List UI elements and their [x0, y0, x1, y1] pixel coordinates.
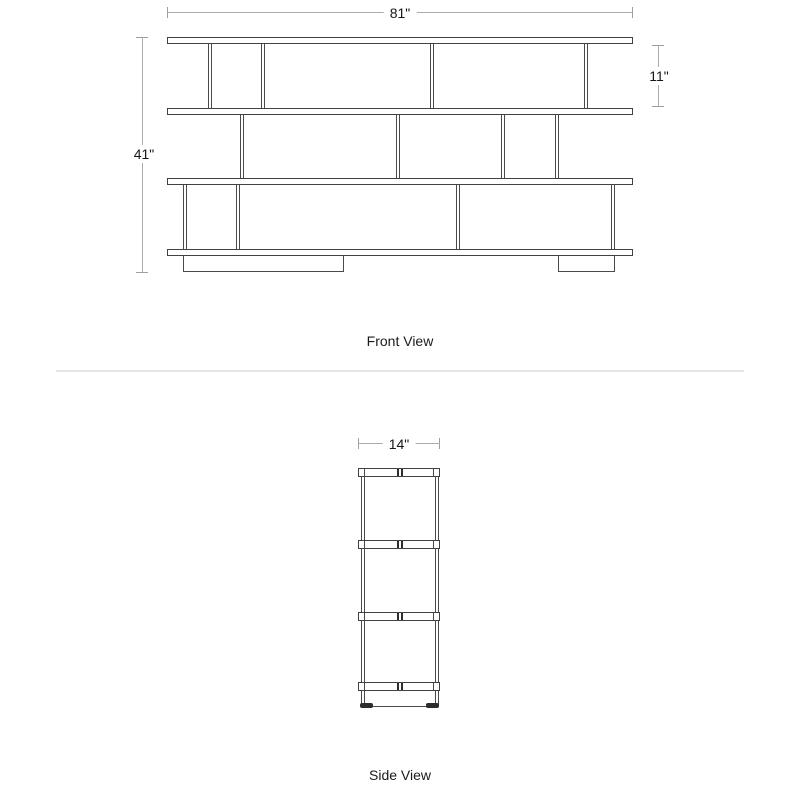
shelf-board: [167, 249, 633, 256]
side-rail-left: [361, 476, 365, 706]
shelf-end-cap: [364, 613, 365, 620]
foot-pad-right: [426, 703, 439, 708]
shelf-end-cap: [364, 683, 365, 690]
side-shelf-board: [358, 468, 440, 477]
shelf-end-cap: [433, 469, 434, 476]
side-shelf-board: [358, 540, 440, 549]
shelf-joint-mark: [401, 613, 403, 620]
shelf-joint-mark: [397, 683, 399, 690]
base-bracket-right: [558, 256, 615, 272]
shelf-divider: [240, 115, 244, 178]
shelf-divider: [584, 44, 588, 108]
side-rail-right: [435, 476, 439, 706]
shelf-divider: [208, 44, 212, 108]
shelf-board: [167, 178, 633, 185]
base-bracket-left: [183, 256, 344, 272]
shelf-divider: [555, 115, 559, 178]
shelf-board: [167, 108, 633, 115]
shelf-divider: [501, 115, 505, 178]
dimension-label-depth: 14": [383, 435, 416, 453]
side-view-label: Side View: [368, 767, 432, 783]
shelf-joint-mark: [401, 469, 403, 476]
dimension-label-width: 81": [384, 4, 417, 22]
shelf-divider: [430, 44, 434, 108]
shelf-end-cap: [433, 613, 434, 620]
dimension-label-height: 41": [128, 145, 161, 163]
shelf-end-cap: [364, 469, 365, 476]
side-shelf-board: [358, 682, 440, 691]
shelf-divider: [183, 185, 187, 249]
shelf-end-cap: [433, 683, 434, 690]
shelf-board: [167, 37, 633, 44]
shelf-joint-mark: [401, 683, 403, 690]
section-divider-line: [56, 370, 744, 372]
side-shelf-board: [358, 612, 440, 621]
shelf-divider: [261, 44, 265, 108]
shelf-divider: [611, 185, 615, 249]
shelf-joint-mark: [397, 469, 399, 476]
shelf-joint-mark: [401, 541, 403, 548]
front-view-label: Front View: [366, 333, 434, 349]
shelf-divider: [236, 185, 240, 249]
dimension-label-shelf-gap: 11": [643, 67, 675, 85]
shelf-joint-mark: [397, 613, 399, 620]
shelf-divider: [396, 115, 400, 178]
shelf-end-cap: [364, 541, 365, 548]
foot-pad-left: [360, 703, 373, 708]
shelf-divider: [456, 185, 460, 249]
shelf-joint-mark: [397, 541, 399, 548]
shelf-end-cap: [433, 541, 434, 548]
